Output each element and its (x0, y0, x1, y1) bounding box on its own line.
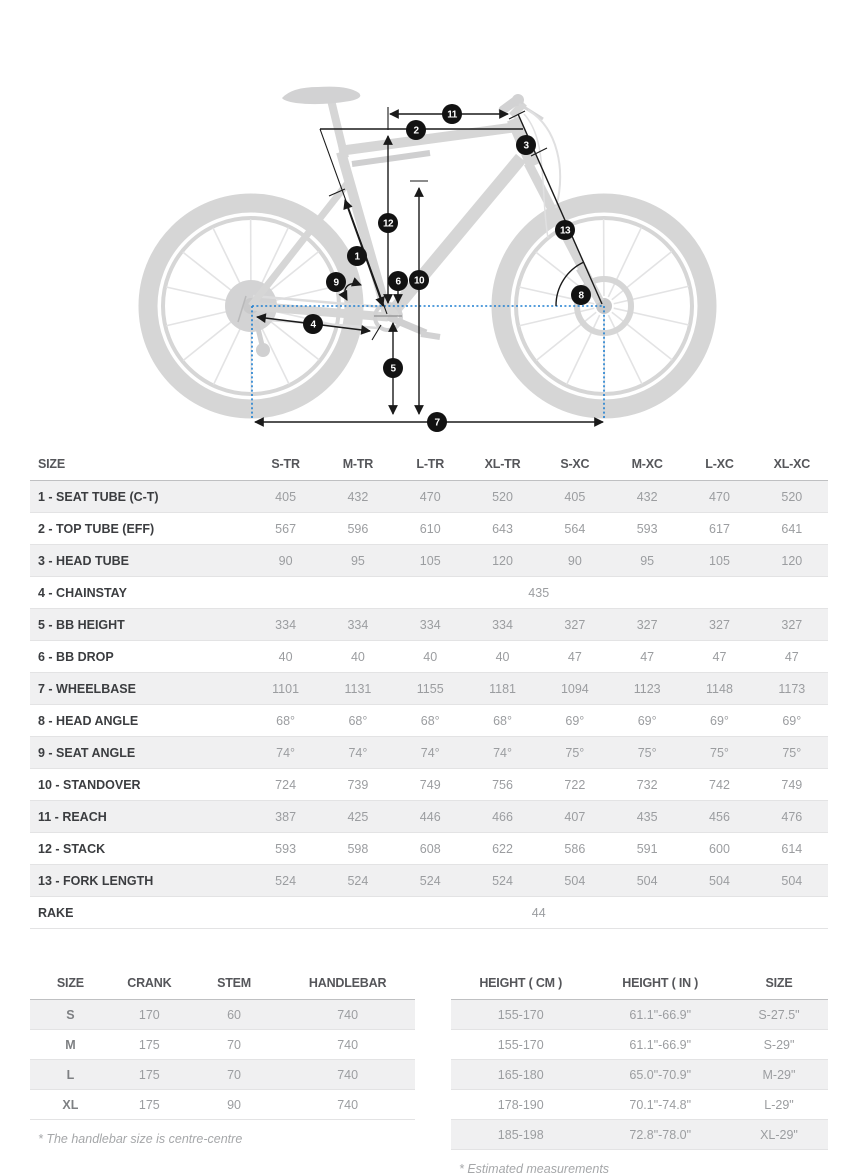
geometry-row (30, 545, 828, 577)
table-cell: 70.1"-74.8" (590, 1090, 729, 1120)
geometry-value: 47 (756, 641, 828, 673)
geometry-column-header: XL-XC (756, 448, 828, 481)
table-row (30, 1000, 415, 1030)
geometry-value: 749 (394, 769, 466, 801)
table-cell: S (30, 1000, 111, 1030)
table-cell: 90 (188, 1090, 280, 1120)
table-cell: 175 (111, 1060, 188, 1090)
geometry-value: 120 (756, 545, 828, 577)
column-header: SIZE (30, 967, 111, 1000)
geometry-row-label: 12 - STACK (30, 833, 249, 865)
table-cell: XL-29" (730, 1120, 828, 1150)
geometry-row (30, 769, 828, 801)
geometry-row (30, 481, 828, 513)
geometry-row (30, 577, 828, 609)
callout-number-1: 1 (354, 252, 360, 263)
geometry-column-header: M-TR (322, 448, 394, 481)
geometry-value: 105 (683, 545, 755, 577)
geometry-value: 742 (683, 769, 755, 801)
geometry-value: 75° (683, 737, 755, 769)
table-cell: M-29" (730, 1060, 828, 1090)
geometry-value: 622 (466, 833, 538, 865)
geometry-value: 68° (466, 705, 538, 737)
geometry-row-label: 10 - STANDOVER (30, 769, 249, 801)
pedal (421, 334, 440, 337)
geometry-value: 446 (394, 801, 466, 833)
geometry-column-header: SIZE (30, 448, 249, 481)
geometry-row (30, 897, 828, 929)
geometry-value: 1101 (249, 673, 321, 705)
saddle (282, 87, 360, 105)
geometry-column-header: M-XC (611, 448, 683, 481)
table-cell: 178-190 (451, 1090, 590, 1120)
geometry-value: 470 (394, 481, 466, 513)
callout-number-3: 3 (523, 141, 529, 152)
sizing-footnote: * Estimated measurements (451, 1162, 828, 1176)
rear-shock (352, 153, 430, 164)
geometry-value: 567 (249, 513, 321, 545)
geometry-value: 600 (683, 833, 755, 865)
geometry-value: 40 (322, 641, 394, 673)
callout-number-2: 2 (413, 126, 419, 137)
geometry-table (30, 448, 828, 929)
geometry-value: 120 (466, 545, 538, 577)
top-tube (339, 127, 517, 151)
table-row (451, 1030, 828, 1060)
table-cell: 61.1"-66.9" (590, 1030, 729, 1060)
geometry-value: 643 (466, 513, 538, 545)
bottom-tables (30, 967, 828, 1176)
table-cell: 175 (111, 1030, 188, 1060)
geometry-value: 435 (611, 801, 683, 833)
column-header: HEIGHT ( CM ) (451, 967, 590, 1000)
table-row (30, 1030, 415, 1060)
geometry-value: 105 (394, 545, 466, 577)
table-cell: 155-170 (451, 1030, 590, 1060)
geometry-value: 74° (394, 737, 466, 769)
geometry-shared-value: 44 (249, 897, 828, 929)
geometry-row-label: 3 - HEAD TUBE (30, 545, 249, 577)
geometry-value: 614 (756, 833, 828, 865)
geometry-value: 1094 (539, 673, 611, 705)
table-cell: 60 (188, 1000, 280, 1030)
sizing-section (451, 967, 828, 1176)
geometry-value: 425 (322, 801, 394, 833)
callout-number-6: 6 (395, 277, 401, 288)
table-cell: XL (30, 1090, 111, 1120)
geometry-value: 68° (394, 705, 466, 737)
geometry-value: 524 (466, 865, 538, 897)
table-cell: 155-170 (451, 1000, 590, 1030)
geometry-value: 47 (611, 641, 683, 673)
geometry-value: 456 (683, 801, 755, 833)
geometry-value: 327 (611, 609, 683, 641)
table-cell: 170 (111, 1000, 188, 1030)
geometry-value: 1173 (756, 673, 828, 705)
geometry-value: 504 (539, 865, 611, 897)
geometry-value: 520 (756, 481, 828, 513)
geometry-row (30, 801, 828, 833)
column-header: HEIGHT ( IN ) (590, 967, 729, 1000)
geometry-row-label: 7 - WHEELBASE (30, 673, 249, 705)
geometry-value: 593 (249, 833, 321, 865)
geometry-row (30, 737, 828, 769)
geometry-value: 407 (539, 801, 611, 833)
geometry-value: 90 (249, 545, 321, 577)
geometry-value: 524 (394, 865, 466, 897)
geometry-value: 732 (611, 769, 683, 801)
geometry-value: 90 (539, 545, 611, 577)
geometry-value: 74° (249, 737, 321, 769)
geometry-value: 95 (611, 545, 683, 577)
callout-number-7: 7 (434, 418, 440, 429)
callout-number-8: 8 (578, 291, 584, 302)
geometry-value: 1148 (683, 673, 755, 705)
geometry-value: 387 (249, 801, 321, 833)
table-cell: 740 (280, 1060, 415, 1090)
geometry-value: 405 (249, 481, 321, 513)
geometry-header-row (30, 448, 828, 481)
sizing-header-row (451, 967, 828, 1000)
bike-silhouette (148, 87, 707, 409)
geometry-column-header: S-XC (539, 448, 611, 481)
column-header: HANDLEBAR (280, 967, 415, 1000)
callout-number-5: 5 (390, 364, 396, 375)
callout-number-9: 9 (333, 278, 339, 289)
callout-number-10: 10 (414, 276, 425, 287)
geometry-column-header: XL-TR (466, 448, 538, 481)
geometry-value: 75° (756, 737, 828, 769)
table-cell: 165-180 (451, 1060, 590, 1090)
bike-diagram (0, 0, 858, 440)
handlebar-clamp (512, 94, 524, 106)
column-header: CRANK (111, 967, 188, 1000)
geometry-value: 598 (322, 833, 394, 865)
geometry-value: 610 (394, 513, 466, 545)
callout-number-11: 11 (447, 110, 458, 121)
geometry-row (30, 865, 828, 897)
sizing-table (451, 967, 828, 1150)
table-cell: 185-198 (451, 1120, 590, 1150)
geometry-value: 476 (756, 801, 828, 833)
geometry-value: 69° (756, 705, 828, 737)
geometry-row-label: 6 - BB DROP (30, 641, 249, 673)
table-cell: 740 (280, 1090, 415, 1120)
geometry-value: 466 (466, 801, 538, 833)
table-row (30, 1090, 415, 1120)
geometry-row-label: 2 - TOP TUBE (EFF) (30, 513, 249, 545)
geometry-value: 40 (466, 641, 538, 673)
geometry-value: 95 (322, 545, 394, 577)
components-footnote: * The handlebar size is centre-centre (30, 1132, 415, 1146)
components-section (30, 967, 415, 1176)
column-header: STEM (188, 967, 280, 1000)
geometry-value: 617 (683, 513, 755, 545)
geometry-value: 432 (322, 481, 394, 513)
geometry-value: 1155 (394, 673, 466, 705)
geometry-value: 69° (611, 705, 683, 737)
geometry-value: 405 (539, 481, 611, 513)
geometry-value: 591 (611, 833, 683, 865)
geometry-value: 74° (466, 737, 538, 769)
geometry-value: 749 (756, 769, 828, 801)
table-cell: 72.8"-78.0" (590, 1120, 729, 1150)
geometry-value: 524 (249, 865, 321, 897)
geometry-row (30, 833, 828, 865)
geometry-value: 564 (539, 513, 611, 545)
geometry-value: 75° (611, 737, 683, 769)
geometry-value: 722 (539, 769, 611, 801)
geometry-value: 504 (611, 865, 683, 897)
components-table (30, 967, 415, 1120)
callout-number-12: 12 (383, 219, 394, 230)
geometry-row-label: 8 - HEAD ANGLE (30, 705, 249, 737)
geometry-row-label: 11 - REACH (30, 801, 249, 833)
table-cell: L (30, 1060, 111, 1090)
table-cell: 740 (280, 1030, 415, 1060)
geometry-value: 504 (683, 865, 755, 897)
geometry-row-label: 9 - SEAT ANGLE (30, 737, 249, 769)
geometry-row (30, 705, 828, 737)
geometry-value: 641 (756, 513, 828, 545)
table-row (451, 1000, 828, 1030)
geometry-row (30, 641, 828, 673)
geometry-value: 47 (539, 641, 611, 673)
geometry-value: 1131 (322, 673, 394, 705)
callout-number-13: 13 (560, 226, 571, 237)
table-cell: 740 (280, 1000, 415, 1030)
geometry-value: 334 (322, 609, 394, 641)
table-cell: 70 (188, 1030, 280, 1060)
table-row (451, 1090, 828, 1120)
table-cell: L-29" (730, 1090, 828, 1120)
geometry-value: 1181 (466, 673, 538, 705)
geometry-value: 40 (249, 641, 321, 673)
geometry-value: 593 (611, 513, 683, 545)
geometry-column-header: L-XC (683, 448, 755, 481)
table-cell: 65.0"-70.9" (590, 1060, 729, 1090)
table-cell: 175 (111, 1090, 188, 1120)
geometry-value: 756 (466, 769, 538, 801)
geometry-value: 69° (683, 705, 755, 737)
bike-geometry-svg (0, 0, 858, 440)
table-cell: S-27.5" (730, 1000, 828, 1030)
table-row (451, 1120, 828, 1150)
geometry-value: 470 (683, 481, 755, 513)
geometry-value: 596 (322, 513, 394, 545)
geometry-value: 47 (683, 641, 755, 673)
geometry-shared-value: 435 (249, 577, 828, 609)
geometry-value: 327 (539, 609, 611, 641)
geometry-row (30, 609, 828, 641)
geometry-value: 334 (249, 609, 321, 641)
geometry-value: 432 (611, 481, 683, 513)
table-row (451, 1060, 828, 1090)
geometry-value: 40 (394, 641, 466, 673)
geometry-row-label: 5 - BB HEIGHT (30, 609, 249, 641)
geometry-value: 504 (756, 865, 828, 897)
geometry-column-header: L-TR (394, 448, 466, 481)
geometry-value: 334 (466, 609, 538, 641)
table-cell: 70 (188, 1060, 280, 1090)
geometry-value: 327 (756, 609, 828, 641)
geometry-value: 520 (466, 481, 538, 513)
geometry-column-header: S-TR (249, 448, 321, 481)
geometry-value: 75° (539, 737, 611, 769)
geometry-value: 586 (539, 833, 611, 865)
geometry-value: 334 (394, 609, 466, 641)
geometry-row-label: 1 - SEAT TUBE (C-T) (30, 481, 249, 513)
geometry-value: 724 (249, 769, 321, 801)
callout-number-4: 4 (310, 320, 316, 331)
geometry-value: 327 (683, 609, 755, 641)
geometry-row-label: 4 - CHAINSTAY (30, 577, 249, 609)
geometry-row-label: RAKE (30, 897, 249, 929)
derailleur-cage (256, 343, 270, 357)
geometry-value: 69° (539, 705, 611, 737)
geometry-value: 524 (322, 865, 394, 897)
components-header-row (30, 967, 415, 1000)
geometry-row (30, 513, 828, 545)
table-row (30, 1060, 415, 1090)
geometry-row (30, 673, 828, 705)
geometry-value: 739 (322, 769, 394, 801)
geometry-row-label: 13 - FORK LENGTH (30, 865, 249, 897)
table-cell: S-29" (730, 1030, 828, 1060)
column-header: SIZE (730, 967, 828, 1000)
table-cell: M (30, 1030, 111, 1060)
table-cell: 61.1"-66.9" (590, 1000, 729, 1030)
geometry-value: 1123 (611, 673, 683, 705)
geometry-value: 68° (249, 705, 321, 737)
geometry-value: 608 (394, 833, 466, 865)
geometry-value: 74° (322, 737, 394, 769)
geometry-value: 68° (322, 705, 394, 737)
